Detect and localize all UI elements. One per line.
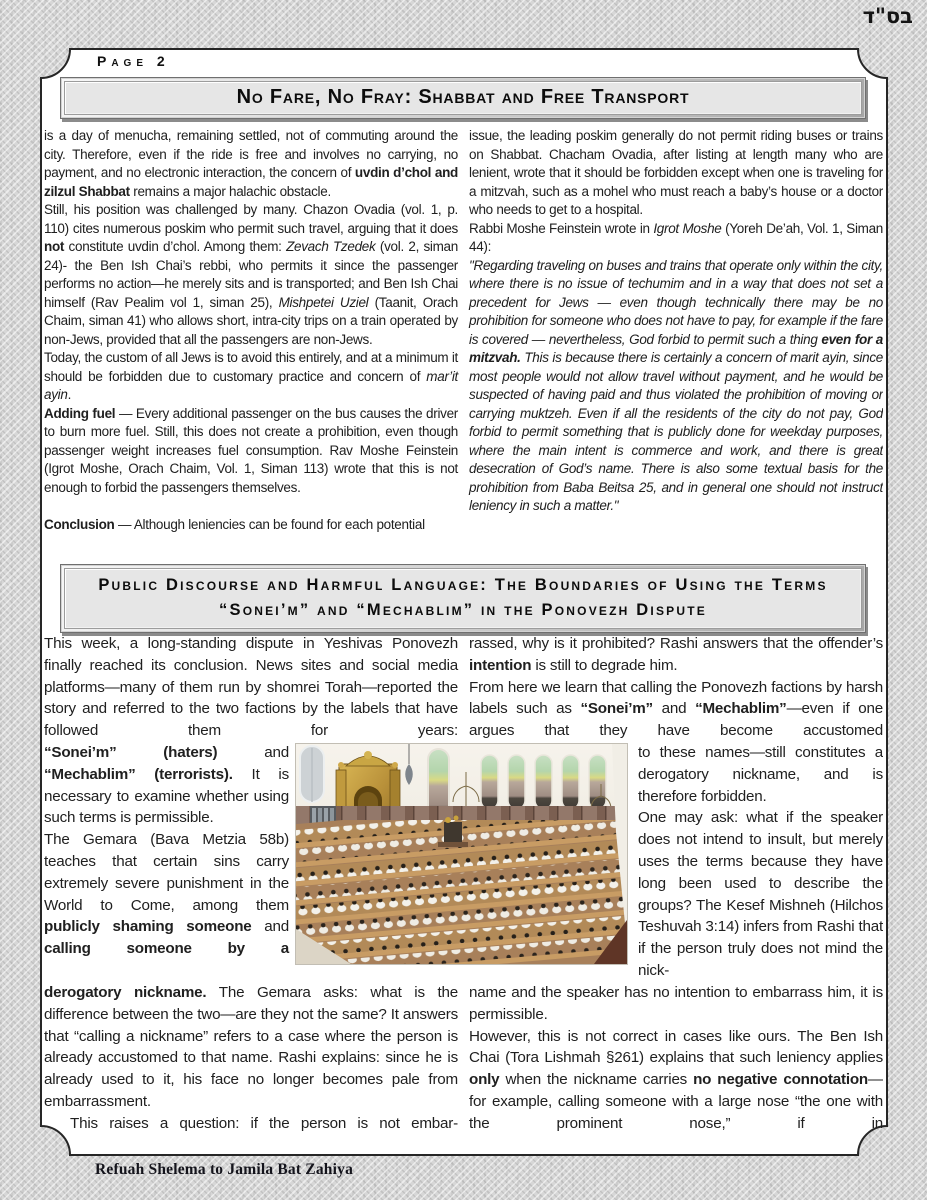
article2-right-after-photo-2: However, this is not correct in cases like ours. The Ben Ish Chai (Tora Lishmah §261) explains that such leniency applies only when the nickname carries no negative connotation—for example, calling someone with a large nose “the one with the prominent nose,” if in [469, 1027, 883, 1132]
article2-right-intro-1: rassed, why is it prohibited? Rashi answers that the offender’s intention is still to degrade him. [469, 635, 883, 674]
study-hall-illustration [296, 744, 627, 964]
article2-header [60, 564, 866, 633]
article2-right-wrapped-1-text: to these names—still constitutes a derogatory nickname, and is therefore forbidden. [638, 743, 883, 805]
article1-left-column [44, 127, 458, 559]
article1-title: No Fare, No Fray: Shabbat and Free Transport [236, 86, 690, 108]
article2-left-intro: This week, a long-standing dispute in Yeshivas Ponovezh finally reached its conclusion. News sites and social media platforms—many of them run by shomrei Torah—reported the story and referred to the two factions by the labels that have followed them for years: [44, 635, 458, 740]
article1-right-column [469, 127, 883, 559]
article1-body [44, 127, 883, 559]
sheet [40, 48, 888, 1156]
article2-right-wrapped-2: One may ask: what if the speaker does not intend to insult, but merely uses the terms because they have long been used to describe the groups? The Kesef Mishneh (Hilchos Teshuvah 3:14) infers from Rashi that if the person truly does not mind the nick- [638, 809, 883, 979]
footer-dedication: Refuah Shelema to Jamila Bat Zahiya [95, 1161, 354, 1178]
article2-left-wrapped-2: The Gemara (Bava Metzia 58b) teaches that certain sins carry extremely severe punishment in the World to Come, among them publicly shaming someone and calling someone by a [44, 831, 289, 958]
article1-header [60, 77, 866, 119]
article2-left-after-photo: derogatory nickname. The Gemara asks: what is the difference between the two—are they not the same? It answers that “calling a nickname” refers to a case where the person is already accustomed to that name. Rashi explains: since he is already used to it, his face no longer becomes pale from embarrassment. This raises a question: if the person is not embar- [44, 983, 458, 1132]
article2-right-intro-2: From here we learn that calling the Ponovezh factions by harsh labels such as “Sonei’m” and “Mechablim”—even if one argues that they have become accustomed [469, 678, 883, 740]
article1-right-text: issue, the leading poskim generally do not permit riding buses or trains on Shabbat. Chacham Ovadia, after listing at length many who are lenient, wrote that it should be forbidden except when one is traveling for a mitzvah, such as a mohel who must reach a baby’s house or a doctor who needs to get to a hospital. Rabbi Moshe Feinstein wrote in Igrot Moshe (Yoreh De’ah, Vol. 1, Siman 44): "Regarding traveling on buses and trains that operate only within the city, where there is no issue of techumim and in a way that does not set a precedent for Jews — even though technically there may be no prohibition for someone who does not have to pay, for example if the fare is covered — nevertheless, God forbid to permit such a thing even for a mitzvah. This is because there is certainly a concern of marit ayin, since most people would not allow travel without payment, and he would be suspected of having paid and thus violated the prohibition of moving or carrying muktzeh. Even if all the residents of the city do not pay, God forbid to permit something that is publicly done for weekday purposes, where the main intent is commerce and work, and there is great desecration of God’s name. There is also some textual basis for the prohibition from Baba Beitsa 25, and in general one should not instruct leniency in such a matter." [469, 128, 883, 513]
article2-header-panel [64, 568, 862, 629]
page-number: Page 2 [97, 53, 170, 69]
article2-title: Public Discourse and Harmful Language: The Boundaries of Using the Terms “Sonei’m” and “Mechablim” in the Ponovezh Dispute [98, 576, 828, 619]
article2-right-after-photo-1: name and the speaker has no intention to embarrass him, it is permissible. [469, 983, 883, 1023]
article1-header-panel [64, 81, 862, 115]
bsd-label: בס"ד [862, 4, 913, 28]
article1-left-text: is a day of menucha, remaining settled, not of commuting around the city. Therefore, even if the ride is free and involves no carrying, no payment, and no electronic interaction, the concern of uvdin d’chol and zilzul Shabbat remains a major halachic obstacle. Still, his position was challenged by many. Chazon Ovadia (vol. 1, p. 110) cites numerous poskim who permit such travel, arguing that it does not constitute uvdin d’chol. Among them: Zevach Tzedek (vol. 2, siman 24)- the Ben Ish Chai’s rebbi, who permits it since the passenger performs no action—he merely sits and is transported; and Ben Ish Chai himself (Rav Pealim vol 1, siman 25), Mishpetei Uziel (Taanit, Orach Chaim, siman 41) who allows short, intra-city trips on a train operated by non-Jews, provided that all the passengers are non-Jews. Today, the custom of all Jews is to avoid this entirely, and at a minimum it should be forbidden due to customary practice and concern of mar’it ayin. Adding fuel — Every additional passenger on the bus causes the driver to burn more fuel. Still, this does not create a prohibition, even though passenger weight increases fuel consumption. Rav Moshe Feinstein (Igrot Moshe, Orach Chaim, Vol. 1, Siman 113) wrote that this is not enough to forbid the passengers themselves. Conclusion — Although leniencies can be found for each potential [44, 128, 458, 532]
ponovezh-study-hall-photo [296, 744, 627, 964]
article2-left-wrapped-1-text: “Sonei’m” (haters) and “Mechablim” (terrorists). It is necessary to examine whether using such terms is permissible. [44, 743, 289, 827]
